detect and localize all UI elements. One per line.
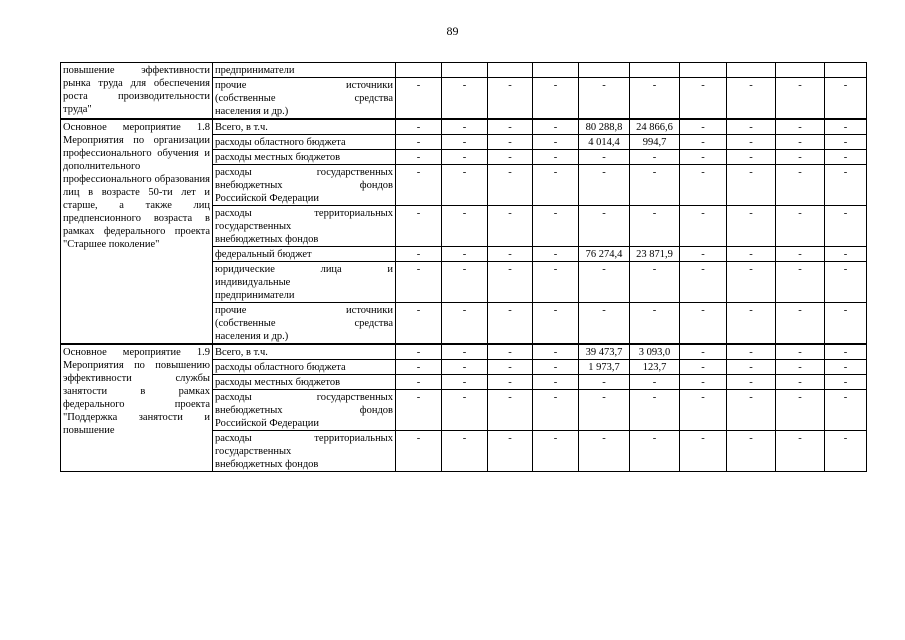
funding-source-cell (213, 431, 396, 472)
value-cell (533, 63, 579, 78)
funding-source-cell (213, 303, 396, 345)
value-cell: - (825, 360, 867, 375)
value-cell: - (488, 135, 533, 150)
value-cell: - (630, 165, 680, 206)
value-cell: - (776, 375, 825, 390)
value-cell: - (727, 247, 776, 262)
funding-source-cell (213, 135, 396, 150)
budget-table (60, 62, 867, 472)
value-cell: - (680, 78, 727, 120)
value-cell: 39 473,7 (579, 344, 630, 360)
value-cell: - (442, 431, 488, 472)
measure-text: Основное мероприятие 1.8 Мероприятия по организации профессионального обучения и дополнительного профессионального образования лиц в возрасте 50-ти лет и старше, а также лиц предпенсионного возраста в рамках федерального проекта (63, 122, 210, 237)
value-cell (396, 63, 442, 78)
funding-source-text: расходы местных бюджетов (215, 377, 341, 388)
value-cell: - (579, 150, 630, 165)
value-cell: - (680, 344, 727, 360)
value-cell (488, 63, 533, 78)
value-cell: - (680, 150, 727, 165)
funding-source-text: (собственные средства (215, 93, 393, 104)
measure-cell (61, 344, 213, 472)
value-cell: - (825, 390, 867, 431)
value-cell: - (727, 375, 776, 390)
funding-source-cell (213, 375, 396, 390)
value-cell: - (727, 431, 776, 472)
table-row (61, 344, 867, 360)
value-cell: - (442, 206, 488, 247)
value-cell: - (680, 165, 727, 206)
value-cell: - (680, 390, 727, 431)
value-cell: - (533, 262, 579, 303)
value-cell: 80 288,8 (579, 119, 630, 135)
value-cell: - (630, 431, 680, 472)
value-cell: - (579, 206, 630, 247)
funding-source-text: Российской Федерации (215, 193, 319, 204)
value-cell: - (396, 119, 442, 135)
value-cell: 994,7 (630, 135, 680, 150)
value-cell (579, 63, 630, 78)
value-cell: - (579, 262, 630, 303)
value-cell: - (776, 303, 825, 345)
value-cell: - (630, 375, 680, 390)
value-cell: - (488, 206, 533, 247)
funding-source-text: предприниматели (215, 65, 295, 76)
value-cell: - (533, 431, 579, 472)
value-cell: 76 274,4 (579, 247, 630, 262)
value-cell: - (630, 78, 680, 120)
value-cell: - (579, 78, 630, 120)
value-cell: - (630, 303, 680, 345)
value-cell: - (680, 247, 727, 262)
value-cell: - (825, 135, 867, 150)
value-cell: - (776, 360, 825, 375)
value-cell: - (533, 150, 579, 165)
value-cell: - (825, 375, 867, 390)
value-cell: - (442, 247, 488, 262)
value-cell: - (579, 375, 630, 390)
funding-source-cell (213, 63, 396, 78)
value-cell: - (488, 390, 533, 431)
value-cell: - (776, 247, 825, 262)
funding-source-cell (213, 262, 396, 303)
measure-cell (61, 63, 213, 120)
value-cell: - (488, 303, 533, 345)
value-cell: - (533, 375, 579, 390)
value-cell: - (680, 206, 727, 247)
value-cell: - (488, 150, 533, 165)
funding-source-cell (213, 78, 396, 120)
value-cell: - (533, 119, 579, 135)
value-cell: - (533, 165, 579, 206)
funding-source-text: расходы территориальных (215, 433, 393, 444)
value-cell: - (442, 262, 488, 303)
funding-source-text: государственных (215, 446, 292, 457)
value-cell: - (396, 78, 442, 120)
funding-source-text: расходы областного бюджета (215, 362, 346, 373)
value-cell: - (488, 247, 533, 262)
funding-source-text: внебюджетных фондов (215, 405, 393, 416)
funding-source-text: федеральный бюджет (215, 249, 312, 260)
funding-source-cell (213, 360, 396, 375)
value-cell: - (776, 206, 825, 247)
budget-table-body (61, 63, 867, 472)
value-cell: - (776, 78, 825, 120)
value-cell: - (488, 344, 533, 360)
funding-source-text: прочие источники (215, 80, 393, 91)
value-cell: - (630, 390, 680, 431)
value-cell: - (727, 303, 776, 345)
value-cell (630, 63, 680, 78)
value-cell: - (579, 431, 630, 472)
value-cell: - (776, 165, 825, 206)
measure-text: повышение эффективности рынка труда для обеспечения роста производительности (63, 65, 210, 102)
value-cell: - (727, 135, 776, 150)
value-cell: - (680, 360, 727, 375)
value-cell (680, 63, 727, 78)
value-cell: - (533, 247, 579, 262)
value-cell: - (396, 262, 442, 303)
funding-source-cell (213, 247, 396, 262)
value-cell: - (825, 78, 867, 120)
value-cell: - (533, 78, 579, 120)
funding-source-text: населения и др.) (215, 331, 289, 342)
value-cell: - (533, 206, 579, 247)
value-cell: - (680, 303, 727, 345)
value-cell: - (533, 344, 579, 360)
value-cell: - (579, 165, 630, 206)
funding-source-text: индивидуальные (215, 277, 291, 288)
value-cell: - (630, 150, 680, 165)
measure-text: труда" (63, 104, 92, 115)
value-cell: - (396, 390, 442, 431)
value-cell: - (488, 360, 533, 375)
funding-source-cell (213, 206, 396, 247)
value-cell: - (825, 303, 867, 345)
value-cell (825, 63, 867, 78)
value-cell: - (488, 165, 533, 206)
table-row (61, 119, 867, 135)
value-cell: - (825, 262, 867, 303)
value-cell: - (680, 135, 727, 150)
value-cell: - (727, 119, 776, 135)
funding-source-text: (собственные средства (215, 318, 393, 329)
value-cell: - (396, 431, 442, 472)
value-cell: - (442, 135, 488, 150)
funding-source-text: Всего, в т.ч. (215, 122, 268, 133)
value-cell: - (488, 431, 533, 472)
value-cell: - (396, 303, 442, 345)
funding-source-text: внебюджетных фондов (215, 234, 319, 245)
value-cell: - (533, 390, 579, 431)
value-cell: - (825, 119, 867, 135)
value-cell: - (533, 135, 579, 150)
value-cell: - (579, 390, 630, 431)
value-cell: - (727, 344, 776, 360)
value-cell: - (776, 390, 825, 431)
funding-source-text: населения и др.) (215, 106, 289, 117)
value-cell: - (488, 119, 533, 135)
value-cell: - (727, 150, 776, 165)
value-cell: - (488, 78, 533, 120)
value-cell: - (442, 375, 488, 390)
funding-source-cell (213, 119, 396, 135)
value-cell: - (442, 303, 488, 345)
value-cell: - (630, 206, 680, 247)
value-cell: 123,7 (630, 360, 680, 375)
value-cell: - (396, 360, 442, 375)
value-cell: - (825, 344, 867, 360)
value-cell: 4 014,4 (579, 135, 630, 150)
value-cell: - (396, 165, 442, 206)
funding-source-cell (213, 165, 396, 206)
value-cell: 3 093,0 (630, 344, 680, 360)
value-cell: - (396, 375, 442, 390)
value-cell: - (442, 360, 488, 375)
measure-cell (61, 119, 213, 344)
measure-text: "Старшее поколение" (63, 239, 160, 250)
value-cell: - (776, 119, 825, 135)
funding-source-text: государственных (215, 221, 292, 232)
value-cell: - (442, 78, 488, 120)
funding-source-text: Всего, в т.ч. (215, 347, 268, 358)
table-row (61, 63, 867, 78)
funding-source-text: расходы областного бюджета (215, 137, 346, 148)
funding-source-text: прочие источники (215, 305, 393, 316)
value-cell: - (488, 375, 533, 390)
funding-source-text: внебюджетных фондов (215, 180, 393, 191)
value-cell: - (727, 262, 776, 303)
value-cell: - (396, 344, 442, 360)
value-cell: - (442, 150, 488, 165)
value-cell: - (825, 247, 867, 262)
funding-source-text: юридические лица и (215, 264, 393, 275)
value-cell: - (776, 431, 825, 472)
value-cell: - (727, 390, 776, 431)
value-cell: - (680, 262, 727, 303)
value-cell (776, 63, 825, 78)
page-number: 89 (446, 24, 459, 38)
value-cell: - (727, 78, 776, 120)
value-cell: - (396, 247, 442, 262)
value-cell: - (825, 150, 867, 165)
value-cell: - (776, 150, 825, 165)
funding-source-text: расходы местных бюджетов (215, 152, 341, 163)
value-cell: - (488, 262, 533, 303)
value-cell: - (680, 375, 727, 390)
value-cell: 1 973,7 (579, 360, 630, 375)
value-cell: - (533, 303, 579, 345)
value-cell: - (579, 303, 630, 345)
value-cell: - (396, 206, 442, 247)
value-cell: 24 866,6 (630, 119, 680, 135)
funding-source-text: расходы государственных (215, 167, 393, 178)
funding-source-text: внебюджетных фондов (215, 459, 319, 470)
value-cell: - (630, 262, 680, 303)
value-cell (442, 63, 488, 78)
funding-source-text: расходы государственных (215, 392, 393, 403)
measure-text: повышение (63, 425, 115, 436)
value-cell: - (727, 360, 776, 375)
value-cell: - (776, 135, 825, 150)
value-cell: - (396, 150, 442, 165)
value-cell: - (776, 262, 825, 303)
value-cell: - (825, 431, 867, 472)
value-cell: - (442, 344, 488, 360)
value-cell: - (442, 390, 488, 431)
funding-source-cell (213, 390, 396, 431)
value-cell (727, 63, 776, 78)
value-cell: - (680, 431, 727, 472)
value-cell: - (533, 360, 579, 375)
value-cell: - (727, 165, 776, 206)
value-cell: - (442, 119, 488, 135)
value-cell: - (442, 165, 488, 206)
measure-text: Основное мероприятие 1.9 Мероприятия по повышению эффективности службы занятости в рамках федерального проекта "Поддержка занятости и (63, 347, 210, 423)
funding-source-text: предприниматели (215, 290, 295, 301)
value-cell: - (680, 119, 727, 135)
value-cell: - (825, 206, 867, 247)
value-cell: - (727, 206, 776, 247)
value-cell: - (776, 344, 825, 360)
value-cell: 23 871,9 (630, 247, 680, 262)
funding-source-text: Российской Федерации (215, 418, 319, 429)
value-cell: - (396, 135, 442, 150)
funding-source-cell (213, 150, 396, 165)
value-cell: - (825, 165, 867, 206)
funding-source-text: расходы территориальных (215, 208, 393, 219)
funding-source-cell (213, 344, 396, 360)
